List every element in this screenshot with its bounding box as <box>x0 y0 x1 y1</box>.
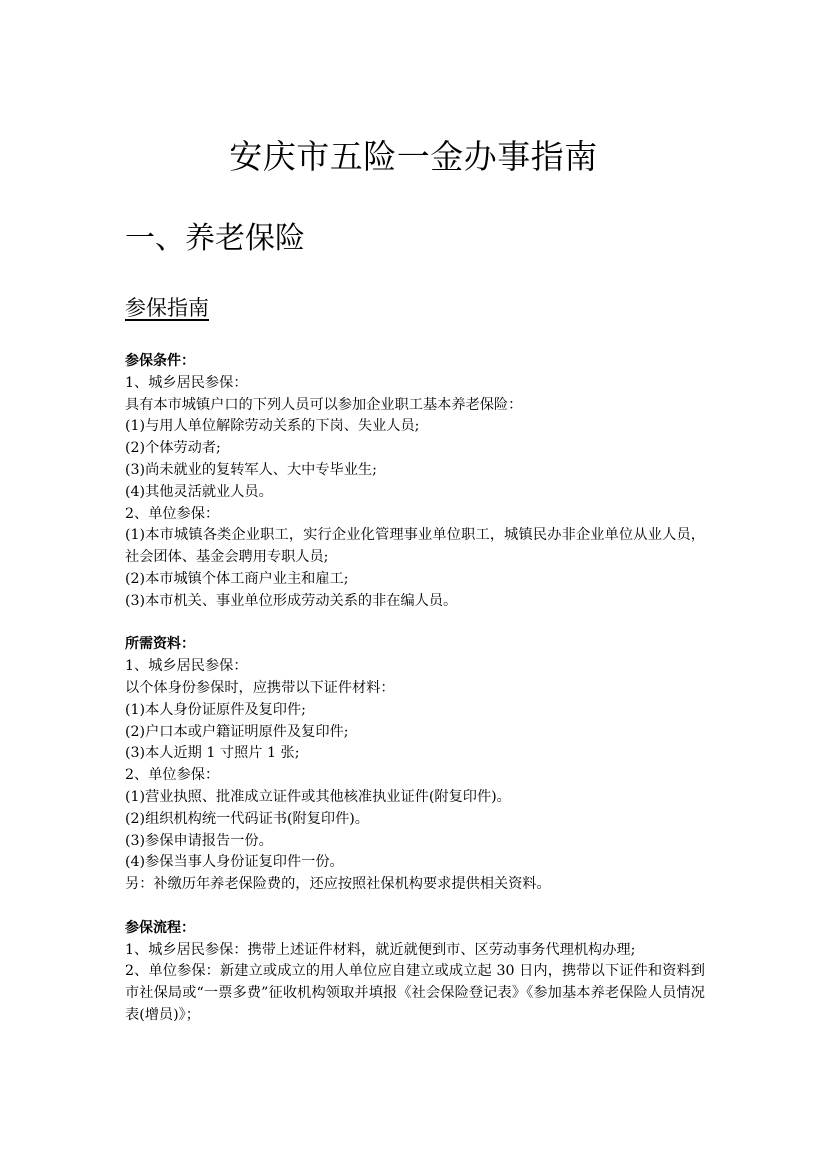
process-label: 参保流程： <box>125 919 195 936</box>
conditions-line: (1)与用人单位解除劳动关系的下岗、失业人员; <box>125 418 420 435</box>
conditions-line: 2、单位参保： <box>125 505 220 522</box>
conditions-line: (3)尚未就业的复转军人、大中专毕业生; <box>125 461 377 478</box>
conditions-line: 具有本市城镇户口的下列人员可以参加企业职工基本养老保险： <box>125 396 523 413</box>
materials-line: (3)本人近期 1 寸照片 1 张; <box>125 745 300 762</box>
conditions-line: (3)本市机关、事业单位形成劳动关系的非在编人员。 <box>125 592 458 609</box>
materials-line: 另：补缴历年养老保险费的，还应按照社保机构要求提供相关资料。 <box>125 876 551 893</box>
subsection-heading: 参保指南 <box>125 296 209 320</box>
materials-line: 1、城乡居民参保： <box>125 658 248 675</box>
paragraph-gap <box>125 896 705 918</box>
materials-line: (2)组织机构统一代码证书(附复印件)。 <box>125 810 369 827</box>
paragraph-gap <box>125 613 705 635</box>
materials-line: 以个体身份参保时，应携带以下证件材料： <box>125 679 395 696</box>
conditions-label: 参保条件： <box>125 353 195 369</box>
conditions-line: (2)个体劳动者; <box>125 440 221 457</box>
conditions-paragraph: (1)本市城镇各类企业职工，实行企业化管理事业单位职工，城镇民办非企业单位从业人员，社会团体、基金会聘用专职人员; <box>125 527 705 566</box>
materials-line: (1)本人身份证原件及复印件; <box>125 701 306 718</box>
document-title: 安庆市五险一金办事指南 <box>229 137 598 176</box>
document-body <box>125 351 705 1027</box>
materials-line: (4)参保当事人身份证复印件一份。 <box>125 854 344 871</box>
materials-line: (3)参保申请报告一份。 <box>125 832 273 849</box>
materials-line: (1)营业执照、批准成立证件或其他核准执业证件(附复印件)。 <box>125 788 511 805</box>
materials-line: 2、单位参保： <box>125 767 220 784</box>
process-paragraph: 2、单位参保：新建立或成立的用人单位应自建立或成立起 30 日内，携带以下证件和资料到市社保局或“一票多费”征收机构领取并填报《社会保险登记表》《参加基本养老保险人员情况表(增员)》； <box>125 963 705 1023</box>
section-heading: 一、养老保险 <box>125 221 305 256</box>
process-paragraph: 1、城乡居民参保：携带上述证件材料，就近就便到市、区劳动事务代理机构办理; <box>125 941 636 958</box>
conditions-line: (4)其他灵活就业人员。 <box>125 483 273 500</box>
conditions-line: 1、城乡居民参保： <box>125 374 248 391</box>
conditions-line: (2)本市城镇个体工商户业主和雇工; <box>125 570 349 587</box>
materials-line: (2)户口本或户籍证明原件及复印件; <box>125 723 349 740</box>
materials-label: 所需资料： <box>125 636 195 653</box>
